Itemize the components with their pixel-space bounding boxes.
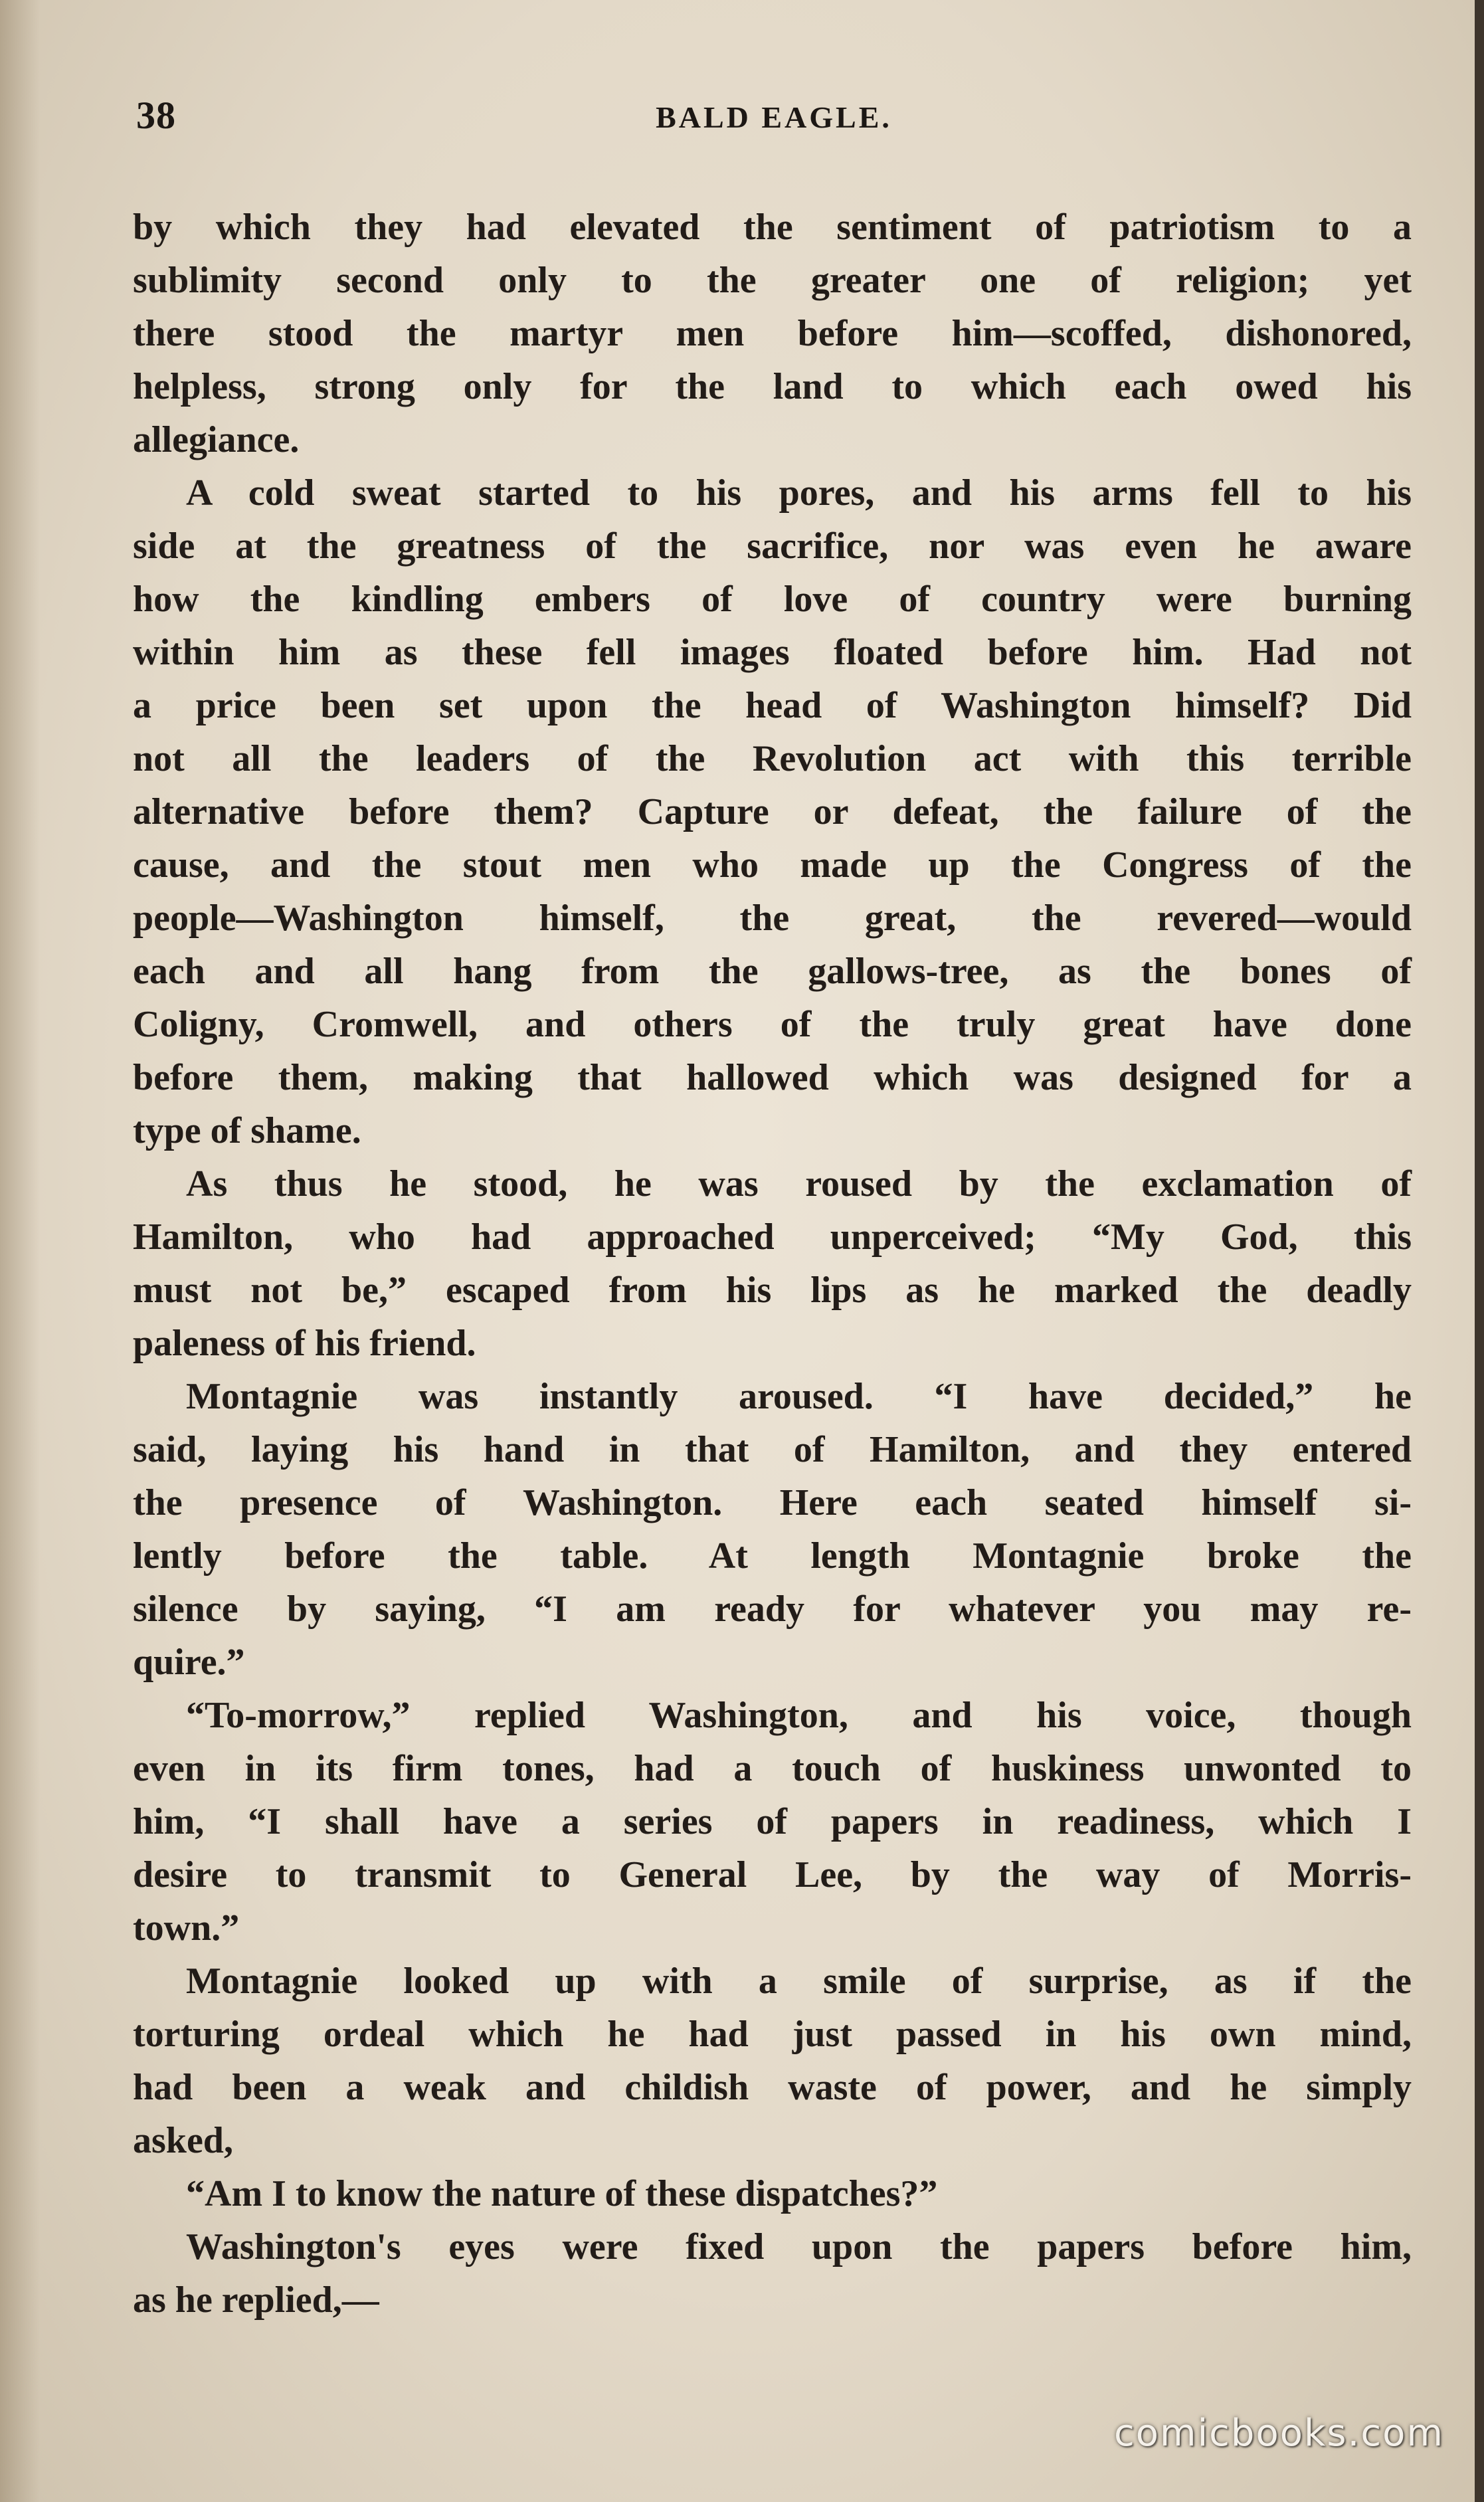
page-gutter-shadow <box>0 0 40 2502</box>
text-line: town.” <box>133 1907 240 1949</box>
text-line: alternative before them? Capture or defeat, the failure of the <box>133 791 1412 832</box>
text-line: Montagnie looked up with a smile of surprise, as if the <box>186 1961 1412 2002</box>
page-header <box>136 93 1412 153</box>
text-line: cause, and the stout men who made up the Congress of the <box>133 844 1412 886</box>
text-line: allegiance. <box>133 419 300 460</box>
text-line: there stood the martyr men before him—scoffed, dishonored, <box>133 313 1412 354</box>
text-line: Hamilton, who had approached unperceived; “My God, this <box>133 1216 1412 1258</box>
body-text <box>133 201 1412 2327</box>
text-line: even in its firm tones, had a touch of huskiness unwonted to <box>133 1748 1412 1789</box>
text-line: how the kindling embers of love of country were burning <box>133 579 1412 620</box>
text-line: lently before the table. At length Montagnie broke the <box>133 1535 1412 1577</box>
text-line: “Am I to know the nature of these dispatches?” <box>186 2173 938 2214</box>
text-line: paleness of his friend. <box>133 1323 476 1364</box>
text-line: people—Washington himself, the great, the revered—would <box>133 898 1412 939</box>
text-line: must not be,” escaped from his lips as he marked the deadly <box>133 1270 1412 1311</box>
text-line: him, “I shall have a series of papers in readiness, which I <box>133 1801 1412 1842</box>
page-number: 38 <box>136 94 176 137</box>
text-line: by which they had elevated the sentiment of patriotism to a <box>133 207 1412 248</box>
site-watermark: comicbooks.com <box>1113 2412 1444 2455</box>
text-line: Montagnie was instantly aroused. “I have decided,” he <box>186 1376 1412 1417</box>
text-line: type of shame. <box>133 1110 361 1151</box>
text-line: said, laying his hand in that of Hamilton, and they entered <box>133 1429 1412 1470</box>
text-line: quire.” <box>133 1642 245 1683</box>
text-line: within him as these fell images floated before him. Had not <box>133 632 1412 673</box>
text-line: A cold sweat started to his pores, and his arms fell to his <box>186 472 1412 514</box>
text-line: the presence of Washington. Here each seated himself si- <box>133 1482 1412 1523</box>
text-line: silence by saying, “I am ready for whatever you may re- <box>133 1588 1412 1630</box>
text-line: As thus he stood, he was roused by the exclamation of <box>186 1163 1412 1204</box>
text-line: Washington's eyes were fixed upon the papers before him, <box>186 2226 1412 2267</box>
text-line: as he replied,— <box>133 2279 379 2321</box>
text-line: sublimity second only to the greater one of religion; yet <box>133 260 1412 301</box>
text-line: a price been set upon the head of Washington himself? Did <box>133 685 1412 726</box>
text-line: side at the greatness of the sacrifice, nor was even he aware <box>133 526 1412 567</box>
running-head: BALD EAGLE. <box>656 100 892 134</box>
text-line: each and all hang from the gallows-tree, as the bones of <box>133 951 1412 992</box>
text-line: Coligny, Cromwell, and others of the truly great have done <box>133 1004 1412 1045</box>
text-line: desire to transmit to General Lee, by the way of Morris- <box>133 1854 1412 1895</box>
text-line: helpless, strong only for the land to which each owed his <box>133 366 1412 407</box>
page-right-edge <box>1475 0 1484 2502</box>
text-line: not all the leaders of the Revolution act with this terrible <box>133 738 1412 779</box>
text-line: “To-morrow,” replied Washington, and his voice, though <box>186 1695 1412 1736</box>
text-line: had been a weak and childish waste of power, and he simply <box>133 2067 1412 2108</box>
text-line: asked, <box>133 2120 233 2161</box>
text-line: before them, making that hallowed which was designed for a <box>133 1057 1412 1098</box>
text-line: torturing ordeal which he had just passed in his own mind, <box>133 2014 1412 2055</box>
